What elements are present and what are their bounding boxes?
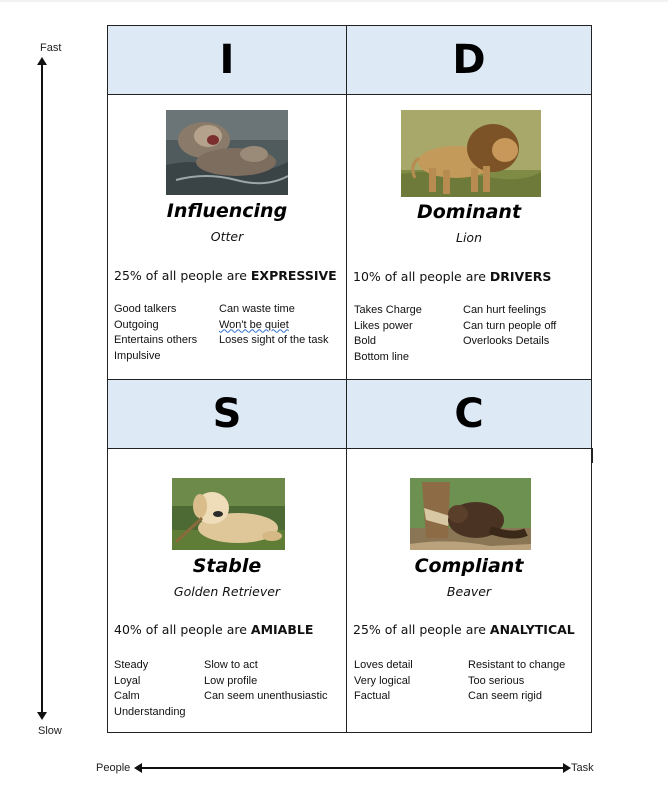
quadrant-header-d bbox=[347, 26, 591, 95]
animal-name: Golden Retriever bbox=[173, 584, 281, 599]
list-item: Can turn people off bbox=[463, 319, 557, 332]
list-item: Bottom line bbox=[354, 350, 410, 363]
percentage-statement bbox=[353, 269, 551, 284]
weaknesses-list bbox=[204, 658, 328, 705]
quadrant-header-c bbox=[347, 380, 591, 449]
strengths-list bbox=[114, 302, 197, 364]
arrow-right-icon bbox=[563, 763, 571, 773]
list-item: Low profile bbox=[204, 674, 258, 687]
percentage-statement bbox=[114, 268, 337, 283]
style-label: EXPRESSIVE bbox=[250, 268, 337, 283]
quadrant-header-s bbox=[108, 380, 346, 449]
percentage-text: 40% of all people are bbox=[114, 622, 251, 637]
otter-photo bbox=[166, 110, 288, 195]
list-item: Good talkers bbox=[114, 303, 177, 315]
disc-grid bbox=[107, 25, 592, 733]
beaver-photo bbox=[410, 478, 531, 550]
percentage-text: 25% of all people are bbox=[114, 268, 251, 283]
weaknesses-list bbox=[468, 658, 565, 705]
style-label: ANALYTICAL bbox=[489, 622, 575, 637]
top-edge-line bbox=[0, 0, 668, 2]
type-name: Stable bbox=[192, 555, 262, 577]
header-letter: D bbox=[452, 37, 486, 83]
list-item: Can seem rigid bbox=[468, 690, 542, 702]
golden-retriever-photo bbox=[172, 478, 285, 550]
x-axis-left-label: People bbox=[96, 762, 131, 774]
weaknesses-list bbox=[463, 303, 556, 350]
weaknesses-list bbox=[219, 302, 328, 349]
quadrant-header-i bbox=[108, 26, 346, 95]
list-item: Entertains others bbox=[114, 334, 198, 346]
list-item: Outgoing bbox=[114, 318, 159, 331]
list-item: Can waste time bbox=[219, 303, 295, 315]
quadrant-body-i bbox=[108, 95, 346, 379]
list-item: Factual bbox=[354, 690, 391, 702]
text-cursor bbox=[592, 448, 593, 463]
strengths-list bbox=[354, 658, 413, 705]
list-item: Too serious bbox=[468, 674, 525, 687]
y-axis-line bbox=[41, 62, 43, 714]
percentage-statement bbox=[114, 622, 313, 637]
list-item bbox=[219, 318, 328, 334]
list-item: Slow to act bbox=[204, 659, 258, 671]
y-axis-top-label: Fast bbox=[40, 42, 62, 54]
lion-photo bbox=[401, 110, 541, 197]
list-item: Impulsive bbox=[114, 349, 161, 362]
style-label: AMIABLE bbox=[250, 622, 314, 637]
list-item: Takes Charge bbox=[354, 304, 422, 316]
list-item: Very logical bbox=[354, 674, 411, 687]
strengths-list bbox=[354, 303, 422, 365]
percentage-text: 25% of all people are bbox=[353, 622, 490, 637]
list-item: Bold bbox=[354, 335, 377, 347]
type-name: Influencing bbox=[166, 200, 288, 222]
spellcheck-marked-text: Won't be quiet bbox=[219, 318, 289, 331]
list-item: Understanding bbox=[114, 705, 186, 718]
y-axis-bottom-label: Slow bbox=[38, 725, 62, 737]
list-item: Calm bbox=[114, 690, 140, 702]
header-letter: C bbox=[454, 391, 484, 437]
arrow-down-icon bbox=[37, 712, 47, 720]
list-item: Overlooks Details bbox=[463, 335, 550, 347]
header-letter: I bbox=[219, 37, 235, 83]
style-label: DRIVERS bbox=[489, 269, 552, 284]
list-item: Likes power bbox=[354, 319, 413, 332]
list-item: Can seem unenthusiastic bbox=[204, 690, 328, 702]
x-axis-right-label: Task bbox=[571, 762, 594, 774]
grid-divider-vertical bbox=[346, 26, 347, 732]
animal-name: Beaver bbox=[446, 584, 492, 599]
percentage-statement bbox=[353, 622, 575, 637]
quadrant-body-s bbox=[108, 449, 346, 732]
animal-name: Otter bbox=[210, 229, 244, 244]
list-item: Can hurt feelings bbox=[463, 304, 547, 316]
type-name: Compliant bbox=[414, 555, 524, 577]
list-item: Steady bbox=[114, 659, 149, 671]
x-axis-line bbox=[140, 767, 565, 769]
list-item: Loyal bbox=[114, 674, 141, 687]
quadrant-body-c bbox=[347, 449, 591, 732]
type-name: Dominant bbox=[416, 201, 522, 223]
list-item: Resistant to change bbox=[468, 659, 566, 671]
list-item: Loves detail bbox=[354, 659, 413, 671]
header-letter: S bbox=[212, 391, 242, 437]
list-item: Loses sight of the task bbox=[219, 334, 329, 346]
percentage-text: 10% of all people are bbox=[353, 269, 490, 284]
strengths-list bbox=[114, 658, 186, 720]
quadrant-body-d bbox=[347, 95, 591, 379]
animal-name: Lion bbox=[455, 230, 482, 245]
